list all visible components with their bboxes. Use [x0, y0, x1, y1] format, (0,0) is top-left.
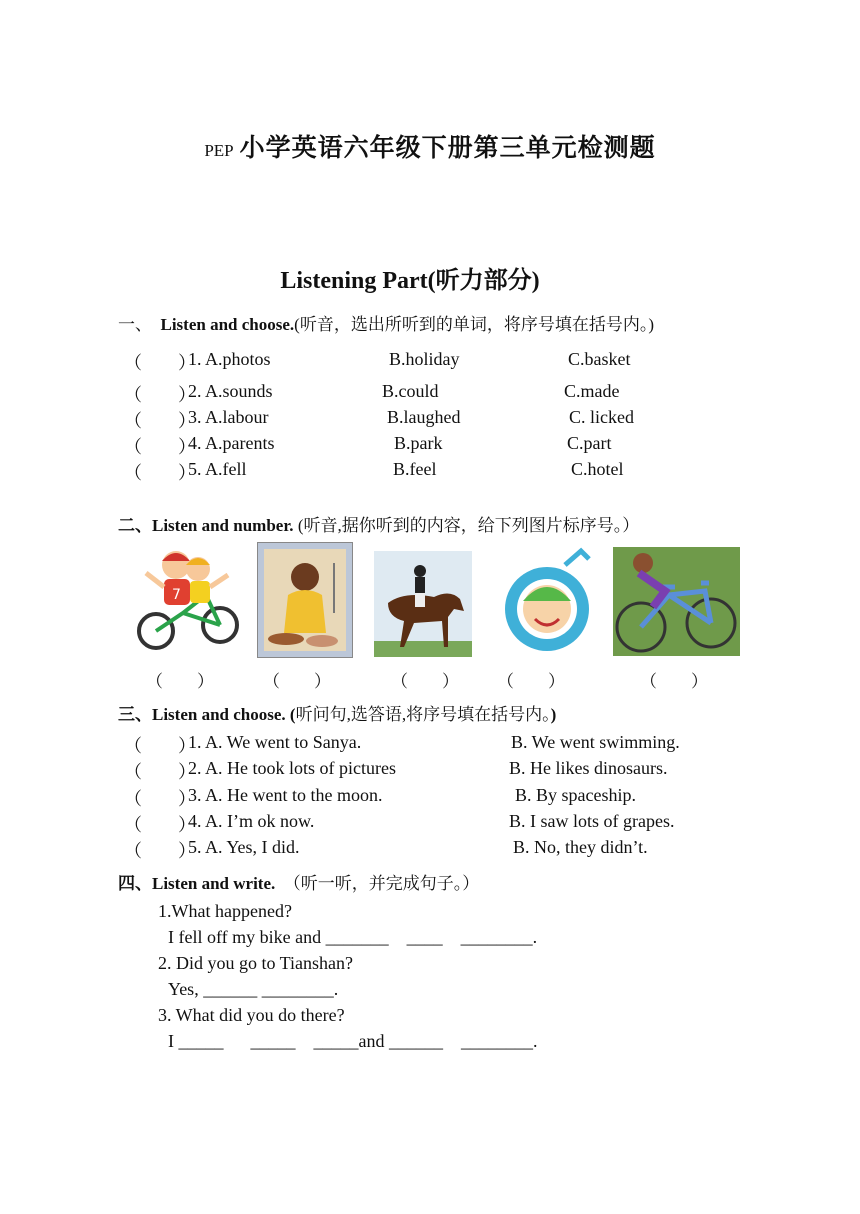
section3-heading [118, 700, 556, 725]
picture-swimming-boy [497, 545, 597, 657]
s4-line-5: 3. What did you do there? [158, 1005, 345, 1025]
s3-paren-3: （ ） [124, 789, 196, 809]
s3-paren-5: （ ） [124, 841, 196, 861]
s1-c-3: C. licked [569, 407, 634, 427]
s3-b-4: B. I saw lots of grapes. [509, 811, 675, 831]
page-title [0, 128, 860, 164]
s1-paren-3: （ ） [124, 411, 196, 431]
section3-open: ( [289, 705, 296, 724]
picture-bracket-2: （ ） [263, 672, 331, 691]
s4-line-4: Yes, ______ ________. [168, 979, 339, 999]
picture-bracket-1: （ ） [146, 672, 214, 691]
picture-horse-rider [374, 551, 472, 657]
picture-bracket-3: （ ） [391, 672, 459, 691]
part-title: Listening Part(听力部分) [280, 268, 540, 294]
section1-title: Listen and choose. [160, 315, 295, 334]
section4-title: Listen and write. [152, 874, 276, 893]
section1-heading [118, 310, 654, 335]
s3-a-3: 3. A. He went to the moon. [188, 785, 383, 805]
s3-a-4: 4. A. I’m ok now. [188, 811, 315, 831]
picture-bike-rider [613, 547, 740, 656]
picture-bracket-4: （ ） [497, 672, 565, 691]
s1-b-2: B.could [382, 381, 439, 401]
s1-c-1: C.basket [568, 349, 631, 369]
s1-c-2: C.made [564, 381, 620, 401]
section4-num: 四、 [118, 874, 152, 893]
s1-paren-1: （ ） [124, 353, 196, 373]
s3-b-5: B. No, they didn’t. [513, 837, 648, 857]
s3-a-2: 2. A. He took lots of pictures [188, 758, 396, 778]
section4-instruction: （听一听，并完成句子。） [283, 874, 480, 893]
s3-b-2: B. He likes dinosaurs. [509, 758, 668, 778]
picture-boy-eating [257, 542, 353, 658]
section4-heading [118, 869, 479, 894]
section2-instruction: (听音,据你听到的内容，给下列图片标序号。） [297, 516, 640, 535]
s1-b-3: B.laughed [387, 407, 461, 427]
s1-b-1: B.holiday [389, 349, 460, 369]
s1-paren-4: （ ） [124, 437, 196, 457]
s3-a-1: 1. A. We went to Sanya. [188, 732, 362, 752]
s1-q-2: 2. A.sounds [188, 381, 273, 401]
s1-paren-5: （ ） [124, 463, 196, 483]
s1-c-5: C.hotel [571, 459, 624, 479]
s3-b-3: B. By spaceship. [515, 785, 636, 805]
section2-heading [118, 511, 639, 536]
s3-paren-1: （ ） [124, 736, 196, 756]
s4-line-3: 2. Did you go to Tianshan? [158, 953, 354, 973]
s4-line-2: I fell off my bike and _______ ____ ________. [168, 927, 538, 947]
picture-bracket-5: （ ） [640, 672, 708, 691]
section1-instruction: (听音，选出所听到的单词，将序号填在括号内。) [294, 315, 654, 334]
title-prefix: PEP [204, 141, 234, 160]
svg-text:7: 7 [172, 587, 181, 603]
section3-instruction: 听问句,选答语,将序号填在括号内。 [295, 705, 551, 724]
section3-title: Listen and choose. [152, 705, 286, 724]
picture-cycling-kids [128, 543, 243, 651]
s4-line-6: I _____ _____ _____and ______ ________. [168, 1031, 538, 1051]
s3-a-5: 5. A. Yes, I did. [188, 837, 300, 857]
s3-paren-4: （ ） [124, 815, 196, 835]
section2-num: 二、 [118, 516, 152, 535]
s1-c-4: C.part [567, 433, 612, 453]
s1-q-5: 5. A.fell [188, 459, 247, 479]
s1-b-4: B.park [394, 433, 443, 453]
s1-q-3: 3. A.labour [188, 407, 269, 427]
s1-q-1: 1. A.photos [188, 349, 271, 369]
s4-line-1: 1.What happened? [158, 901, 292, 921]
s3-b-1: B. We went swimming. [511, 732, 680, 752]
section2-title: Listen and number. [152, 516, 294, 535]
section3-close: ) [550, 705, 557, 724]
s1-paren-2: （ ） [124, 385, 196, 405]
s1-q-4: 4. A.parents [188, 433, 275, 453]
section1-num: 一、 [118, 315, 152, 334]
s1-b-5: B.feel [393, 459, 437, 479]
s3-paren-2: （ ） [124, 762, 196, 782]
title-main: 小学英语六年级下册第三单元检测题 [239, 135, 656, 162]
section3-num: 三、 [118, 705, 152, 724]
